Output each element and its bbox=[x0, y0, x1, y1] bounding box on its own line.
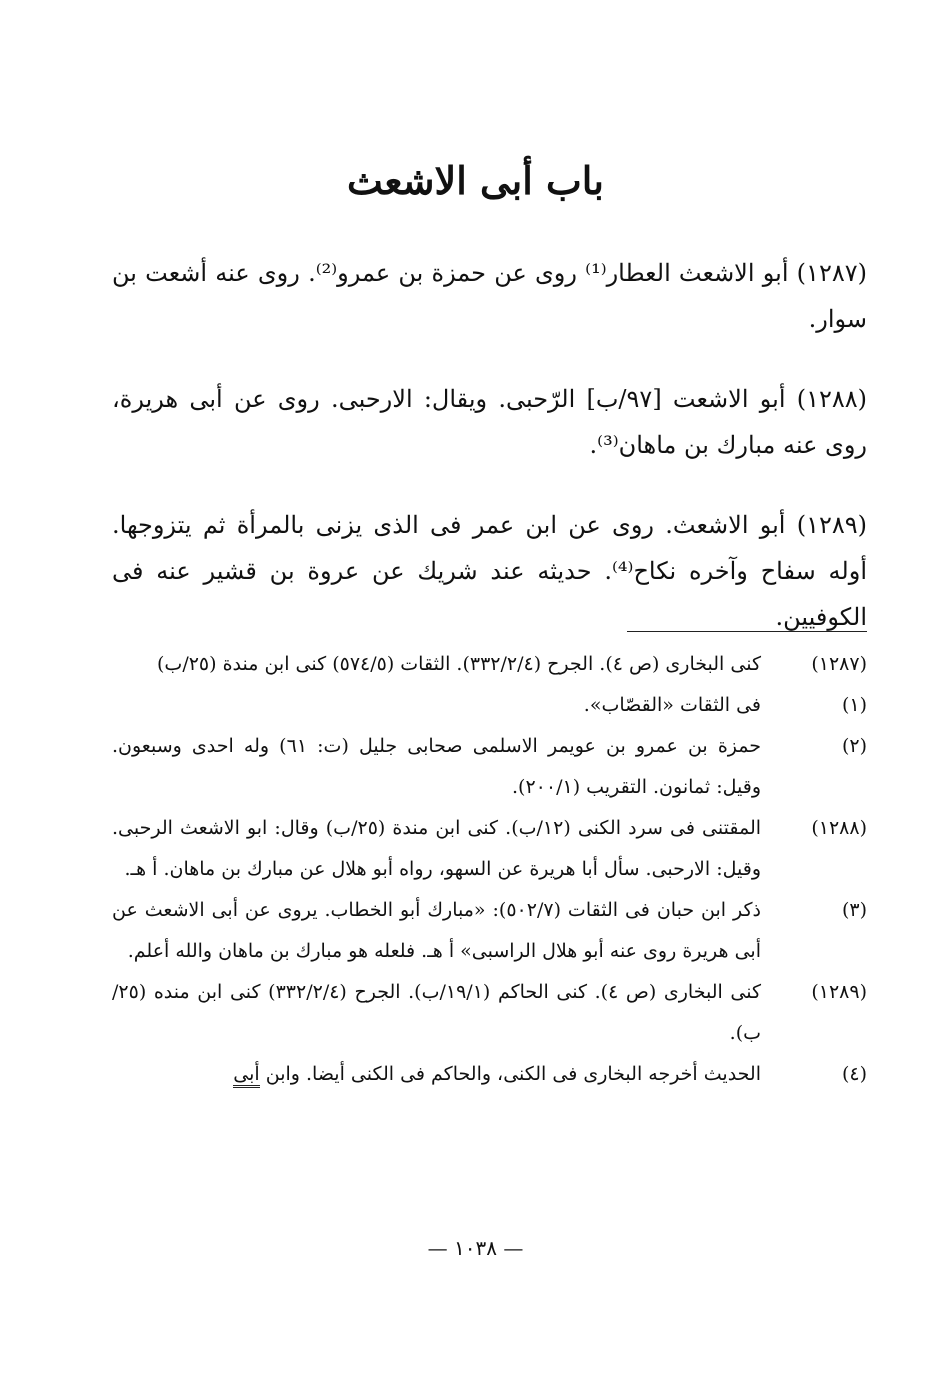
footnote-number: (٤) bbox=[841, 1063, 867, 1085]
footnote-1287 bbox=[112, 644, 867, 685]
footnote-number: (١٢٨٨) bbox=[811, 817, 867, 839]
footnote-number: (١٢٨٩) bbox=[811, 981, 867, 1003]
footnote-1 bbox=[112, 685, 867, 726]
footnote-text: ذكر ابن حبان فى الثقات (٥٠٢/٧): «مبارك أبو الخطاب. يروى عن أبى الاشعث عن أبى هريرة روى عنه أبو هلال الراسبى» أ هـ. فلعله هو مبارك بن ماهان والله أعلم. bbox=[112, 899, 762, 962]
footnotes bbox=[112, 644, 867, 1095]
footnote-text-main: الحديث أخرجه البخارى فى الكنى، والحاكم فى الكنى أيضا. وابن bbox=[265, 1063, 761, 1085]
footnote-text: كنى البخارى (ص ٤). كنى الحاكم (١٩/١/ب). الجرح (٣٣٢/٢/٤) كنى ابن منده (٢٥/ب). bbox=[112, 981, 762, 1044]
footnote-1289 bbox=[112, 972, 867, 1054]
footnote-4 bbox=[112, 1054, 867, 1095]
footnote-separator bbox=[627, 631, 867, 632]
page-number: — ١٠٣٨ — bbox=[427, 1236, 524, 1260]
footnote-number: (١) bbox=[841, 694, 867, 716]
footnote-text bbox=[112, 1054, 761, 1095]
footnote-number: (٣) bbox=[841, 899, 867, 921]
footnote-1288 bbox=[112, 808, 867, 890]
entry-1289: (١٢٨٩) أبو الاشعث. روى عن ابن عمر فى الذى يزنى بالمرأة ثم يتزوجها. أوله سفاح وآخره نكاح⁽⁴⁾. حديثه عند شريك عن عروة بن قشير عنه فى الكوفيين. bbox=[112, 511, 867, 631]
chapter-title: باب أبى الاشعث bbox=[347, 158, 604, 203]
entry-1288: (١٢٨٨) أبو الاشعت [٩٧/ب] الرّحبى. ويقال: الارحبى. روى عن أبى هريرة، روى عنه مبارك بن ماهان⁽³⁾. bbox=[112, 385, 868, 459]
footnote-2 bbox=[112, 726, 867, 808]
footnote-number: (٢) bbox=[841, 735, 867, 757]
footnote-text: كنى البخارى (ص ٤). الجرح (٣٣٢/٢/٤). الثقات (٥٧٤/٥) كنى ابن مندة (٢٥/ب) bbox=[157, 653, 761, 675]
continuation-word: أبى bbox=[233, 1063, 259, 1088]
footnote-text: حمزة بن عمرو بن عويمر الاسلمى صحابى جليل (ت: ٦١) وله احدى وسبعون. وقيل: ثمانون. التقريب (٢٠٠/١). bbox=[112, 735, 761, 798]
footnote-text: فى الثقات «القصّاب». bbox=[583, 694, 761, 716]
footnote-number: (١٢٨٧) bbox=[811, 653, 867, 675]
entry-1287: (١٢٨٧) أبو الاشعث العطار⁽¹⁾ روى عن حمزة بن عمرو⁽²⁾. روى عنه أشعت بن سوار. bbox=[112, 259, 867, 333]
footnote-3 bbox=[112, 890, 867, 972]
footnote-text: المقتنى فى سرد الكنى (١٢/ب). كنى ابن مندة (٢٥/ب) وقال: ابو الاشعث الرحبى. وقيل: الارحبى. سأل أبا هريرة عن السهو، رواه أبو هلال عن مبارك بن ماهان. أ هـ. bbox=[112, 817, 762, 880]
